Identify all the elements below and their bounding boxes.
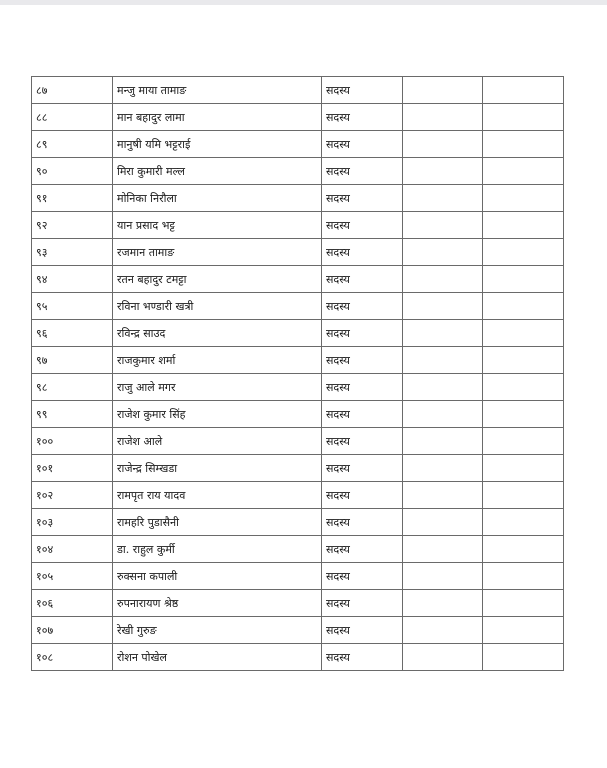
- serial-number-cell: १०२: [32, 482, 113, 509]
- serial-number-cell: ९०: [32, 158, 113, 185]
- member-role-cell: सदस्य: [322, 428, 403, 455]
- member-name-cell: मन्जु माया तामाङ: [113, 77, 322, 104]
- empty-cell: [403, 320, 483, 347]
- member-name-cell: रजमान तामाङ: [113, 239, 322, 266]
- table-row: [32, 509, 564, 536]
- member-role-cell: सदस्य: [322, 590, 403, 617]
- table-row: [32, 266, 564, 293]
- empty-cell: [403, 77, 483, 104]
- serial-number-cell: ९९: [32, 401, 113, 428]
- table-row: [32, 131, 564, 158]
- table-row: [32, 239, 564, 266]
- empty-cell: [483, 293, 564, 320]
- member-name-cell: राजेश कुमार सिंह: [113, 401, 322, 428]
- table-row: [32, 590, 564, 617]
- member-name-cell: रुक्सना कपाली: [113, 563, 322, 590]
- member-name-cell: मोनिका निरौला: [113, 185, 322, 212]
- empty-cell: [483, 401, 564, 428]
- table-row: [32, 212, 564, 239]
- empty-cell: [403, 293, 483, 320]
- empty-cell: [403, 239, 483, 266]
- member-role-cell: सदस्य: [322, 212, 403, 239]
- serial-number-cell: १०६: [32, 590, 113, 617]
- member-name-cell: मान बहादुर लामा: [113, 104, 322, 131]
- empty-cell: [403, 455, 483, 482]
- member-role-cell: सदस्य: [322, 482, 403, 509]
- table-row: [32, 482, 564, 509]
- member-name-cell: राजु आले मगर: [113, 374, 322, 401]
- table-row: [32, 617, 564, 644]
- empty-cell: [403, 158, 483, 185]
- empty-cell: [403, 617, 483, 644]
- serial-number-cell: १०४: [32, 536, 113, 563]
- empty-cell: [403, 428, 483, 455]
- empty-cell: [403, 536, 483, 563]
- serial-number-cell: १०३: [32, 509, 113, 536]
- empty-cell: [483, 617, 564, 644]
- table-row: [32, 428, 564, 455]
- member-table: [31, 76, 564, 671]
- serial-number-cell: ८८: [32, 104, 113, 131]
- empty-cell: [403, 644, 483, 671]
- empty-cell: [483, 374, 564, 401]
- member-role-cell: सदस्य: [322, 239, 403, 266]
- serial-number-cell: ९४: [32, 266, 113, 293]
- table-row: [32, 536, 564, 563]
- member-role-cell: सदस्य: [322, 185, 403, 212]
- member-name-cell: रविन्द्र साउद: [113, 320, 322, 347]
- empty-cell: [483, 266, 564, 293]
- empty-cell: [403, 590, 483, 617]
- empty-cell: [403, 131, 483, 158]
- member-name-cell: मिरा कुमारी मल्ल: [113, 158, 322, 185]
- member-role-cell: सदस्य: [322, 131, 403, 158]
- member-role-cell: सदस्य: [322, 104, 403, 131]
- table-row: [32, 644, 564, 671]
- member-role-cell: सदस्य: [322, 563, 403, 590]
- member-name-cell: यान प्रसाद भट्ट: [113, 212, 322, 239]
- empty-cell: [403, 509, 483, 536]
- empty-cell: [403, 212, 483, 239]
- empty-cell: [483, 482, 564, 509]
- empty-cell: [483, 536, 564, 563]
- member-role-cell: सदस्य: [322, 455, 403, 482]
- member-role-cell: सदस्य: [322, 347, 403, 374]
- member-role-cell: सदस्य: [322, 644, 403, 671]
- serial-number-cell: १००: [32, 428, 113, 455]
- member-role-cell: सदस्य: [322, 293, 403, 320]
- empty-cell: [483, 185, 564, 212]
- member-name-cell: डा. राहुल कुर्मी: [113, 536, 322, 563]
- member-name-cell: मानुषी यमि भट्टराई: [113, 131, 322, 158]
- serial-number-cell: ८७: [32, 77, 113, 104]
- empty-cell: [483, 239, 564, 266]
- table-row: [32, 320, 564, 347]
- table-row: [32, 347, 564, 374]
- empty-cell: [403, 104, 483, 131]
- empty-cell: [483, 455, 564, 482]
- table-row: [32, 293, 564, 320]
- member-role-cell: सदस्य: [322, 374, 403, 401]
- table-row: [32, 563, 564, 590]
- member-name-cell: रोशन पोखेल: [113, 644, 322, 671]
- top-edge-strip: [0, 0, 607, 5]
- table-row: [32, 401, 564, 428]
- empty-cell: [483, 158, 564, 185]
- member-role-cell: सदस्य: [322, 320, 403, 347]
- member-name-cell: रविना भण्डारी खत्री: [113, 293, 322, 320]
- member-role-cell: सदस्य: [322, 266, 403, 293]
- empty-cell: [403, 374, 483, 401]
- table-row: [32, 455, 564, 482]
- table-row: [32, 374, 564, 401]
- member-name-cell: रतन बहादुर टमट्टा: [113, 266, 322, 293]
- serial-number-cell: १०७: [32, 617, 113, 644]
- serial-number-cell: १०८: [32, 644, 113, 671]
- member-name-cell: रामहरि पुडासैनी: [113, 509, 322, 536]
- empty-cell: [483, 104, 564, 131]
- member-name-cell: रेखी गुरुङ: [113, 617, 322, 644]
- empty-cell: [403, 482, 483, 509]
- member-role-cell: सदस्य: [322, 158, 403, 185]
- serial-number-cell: ९३: [32, 239, 113, 266]
- table-row: [32, 77, 564, 104]
- serial-number-cell: १०१: [32, 455, 113, 482]
- empty-cell: [483, 428, 564, 455]
- serial-number-cell: ९१: [32, 185, 113, 212]
- member-role-cell: सदस्य: [322, 536, 403, 563]
- empty-cell: [403, 563, 483, 590]
- empty-cell: [483, 320, 564, 347]
- empty-cell: [483, 212, 564, 239]
- serial-number-cell: ९६: [32, 320, 113, 347]
- table-row: [32, 158, 564, 185]
- member-role-cell: सदस्य: [322, 617, 403, 644]
- empty-cell: [483, 509, 564, 536]
- member-name-cell: रामपृत राय यादव: [113, 482, 322, 509]
- empty-cell: [483, 347, 564, 374]
- empty-cell: [483, 77, 564, 104]
- serial-number-cell: ९२: [32, 212, 113, 239]
- member-name-cell: राजेन्द्र सिम्खडा: [113, 455, 322, 482]
- empty-cell: [403, 185, 483, 212]
- member-name-cell: राजकुमार शर्मा: [113, 347, 322, 374]
- empty-cell: [483, 563, 564, 590]
- serial-number-cell: ९५: [32, 293, 113, 320]
- member-name-cell: राजेश आले: [113, 428, 322, 455]
- empty-cell: [483, 644, 564, 671]
- member-name-cell: रुपनारायण श्रेष्ठ: [113, 590, 322, 617]
- empty-cell: [403, 401, 483, 428]
- member-role-cell: सदस्य: [322, 401, 403, 428]
- table-row: [32, 104, 564, 131]
- empty-cell: [403, 347, 483, 374]
- empty-cell: [483, 131, 564, 158]
- member-role-cell: सदस्य: [322, 77, 403, 104]
- empty-cell: [483, 590, 564, 617]
- serial-number-cell: ९७: [32, 347, 113, 374]
- member-role-cell: सदस्य: [322, 509, 403, 536]
- serial-number-cell: ९८: [32, 374, 113, 401]
- empty-cell: [403, 266, 483, 293]
- serial-number-cell: १०५: [32, 563, 113, 590]
- table-row: [32, 185, 564, 212]
- member-table-body: [32, 77, 564, 671]
- serial-number-cell: ८९: [32, 131, 113, 158]
